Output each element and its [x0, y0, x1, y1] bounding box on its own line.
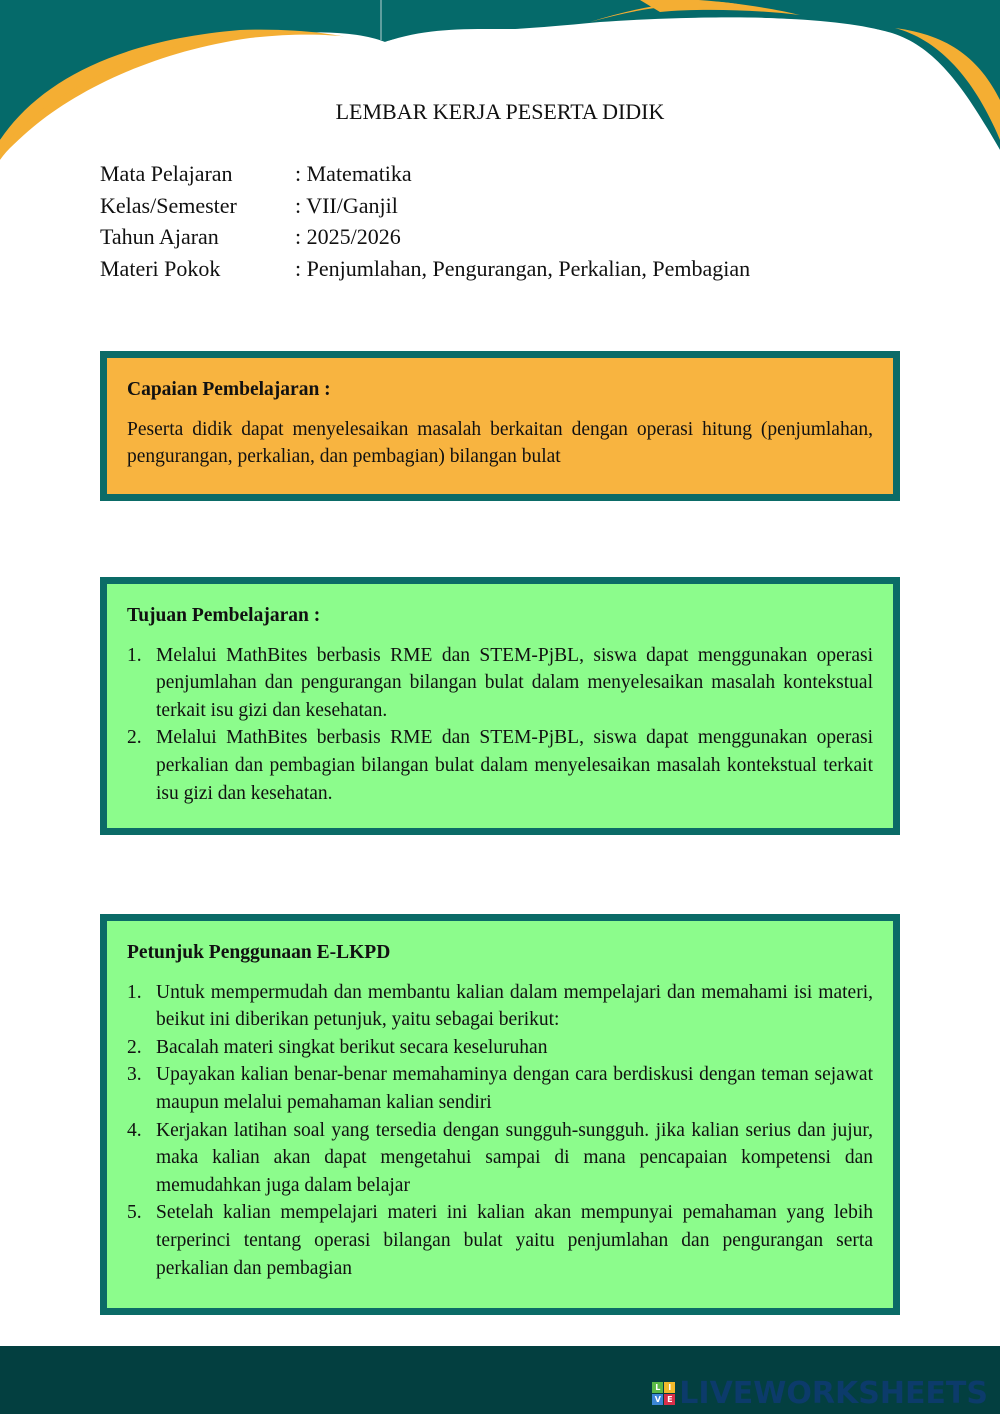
list-item: [127, 1199, 873, 1282]
meta-label: Mata Pelajaran: [100, 161, 233, 186]
meta-value: : VII/Ganjil: [295, 192, 398, 218]
logo-tile: E: [664, 1394, 675, 1405]
meta-value: : Penjumlahan, Pengurangan, Perkalian, Pembagian: [295, 255, 751, 281]
list-item: [127, 979, 873, 1034]
live-tiles-icon: [652, 1382, 675, 1405]
capaian-heading: Capaian Pembelajaran :: [127, 379, 331, 400]
meta-info: [100, 158, 750, 284]
item-text: Untuk mempermudah dan membantu kalian dalam mempelajari dan memahami isi materi, beikut ini diberikan petunjuk, yaitu sebagai berikut:: [156, 981, 873, 1031]
meta-label: Materi Pokok: [100, 255, 221, 281]
item-number: 3.: [127, 1064, 142, 1086]
tujuan-box: [100, 577, 900, 835]
logo-tile: V: [652, 1394, 663, 1405]
footer-bar: [0, 1346, 1000, 1414]
tujuan-heading: Tujuan Pembelajaran :: [127, 605, 321, 626]
item-number: 2.: [127, 727, 142, 749]
list-item: [127, 1034, 873, 1062]
item-number: 1.: [127, 981, 142, 1003]
item-number: 2.: [127, 1036, 142, 1058]
meta-row-class: [100, 190, 750, 222]
list-item: [127, 1061, 873, 1116]
meta-value: : 2025/2026: [295, 224, 401, 249]
item-number: 4.: [127, 1119, 142, 1141]
logo-tile: L: [652, 1382, 663, 1393]
liveworksheets-logo[interactable]: [652, 1376, 988, 1411]
item-number: 5.: [127, 1202, 142, 1224]
item-text: Kerjakan latihan soal yang tersedia dengan sungguh-sungguh. jika kalian serius dan jujur, maka kalian akan dapat mengetahui sampai di mana pencapaian kompetensi dan memudahkan juga dalam belajar: [156, 1119, 873, 1196]
list-item: [127, 642, 873, 725]
meta-label: Kelas/Semester: [100, 192, 237, 218]
meta-label: Tahun Ajaran: [100, 224, 219, 249]
item-text: Melalui MathBites berbasis RME dan STEM-PjBL, siswa dapat menggunakan operasi perkalian dan pembagian bilangan bulat dalam menyelesaikan masalah kontekstual terkait isu gizi dan kesehatan.: [156, 727, 873, 804]
meta-value: : Matematika: [295, 161, 412, 186]
capaian-box: [100, 351, 900, 501]
list-item: [127, 724, 873, 807]
item-text: Setelah kalian mempelajari materi ini kalian akan mempunyai pemahaman yang lebih terperinci tentang operasi bilangan bulat yaitu penjumlahan dan pengurangan serta perkalian dan pembagian: [156, 1202, 873, 1279]
item-text: Bacalah materi singkat berikut secara keseluruhan: [156, 1036, 548, 1058]
petunjuk-heading: Petunjuk Penggunaan E-LKPD: [127, 942, 391, 963]
logo-tile: I: [664, 1382, 675, 1393]
meta-row-topic: [100, 253, 750, 285]
petunjuk-box: [100, 914, 900, 1315]
header-wave-decoration: [0, 0, 1000, 160]
list-item: [127, 1117, 873, 1200]
logo-text: LIVEWORKSHEETS: [679, 1376, 988, 1411]
item-number: 1.: [127, 644, 142, 666]
meta-row-year: [100, 221, 750, 253]
item-text: Upayakan kalian benar-benar memahaminya dengan cara berdiskusi dengan teman sejawat maupun melalui pemahaman kalian sendiri: [156, 1064, 873, 1113]
item-text: Melalui MathBites berbasis RME dan STEM-PjBL, siswa dapat menggunakan operasi penjumlahan dan pengurangan bilangan bulat dalam menyelesaikan masalah kontekstual terkait isu gizi dan kesehatan.: [156, 644, 873, 721]
page-title: LEMBAR KERJA PESERTA DIDIK: [335, 99, 665, 124]
meta-row-subject: [100, 158, 750, 190]
capaian-text: Peserta didik dapat menyelesaikan masalah berkaitan dengan operasi hitung (penjumlahan, pengurangan, perkalian, dan pembagian) bilangan bulat: [127, 418, 873, 468]
